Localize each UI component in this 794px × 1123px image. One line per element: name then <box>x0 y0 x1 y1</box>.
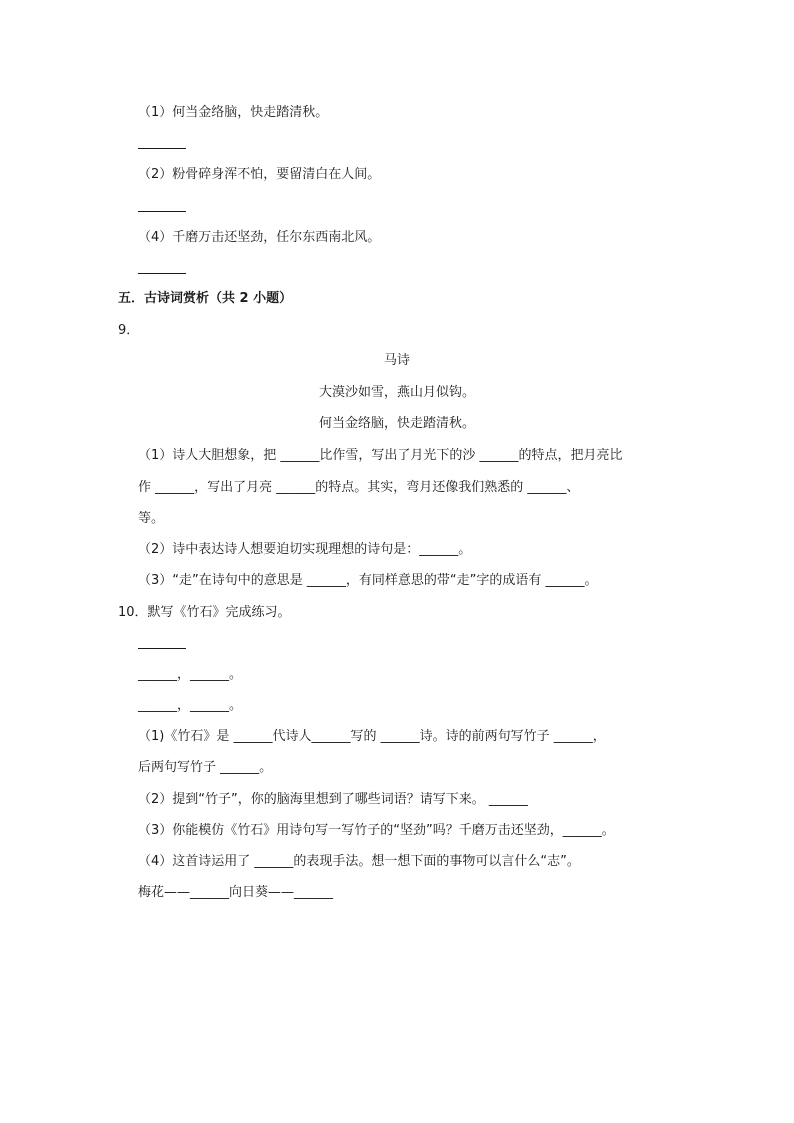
q9-poem-line-2: 何当金络脑，快走踏清秋。 <box>318 416 475 431</box>
q9-item-3: （3）“走”在诗句中的意思是 ______，有同样意思的带“走”字的成语有 ______。 <box>138 573 598 588</box>
q10-stem: 10．默写《竹石》完成练习。 <box>118 605 291 620</box>
q10-item-2: （2）提到“竹子”，你的脑海里想到了哪些词语？请写下来。 ______ <box>138 792 528 807</box>
section-5-heading: 五．古诗词赏析（共 2 小题） <box>118 291 293 306</box>
q8-item-1: （1）何当金络脑，快走踏清秋。 <box>138 105 329 120</box>
q10-item-1-line-b: 后两句写竹子 ______。 <box>138 760 273 775</box>
q9-poem-line-1: 大漠沙如雪，燕山月似钩。 <box>318 385 475 400</box>
q9-item-1-line-b: 作 ______，写出了月亮 ______的特点。其实，弯月还像我们熟悉的 ______、 <box>138 480 580 495</box>
q10-item-1-line-a: （1)《竹石》是 ______代诗人______写的 ______诗。诗的前两句写竹子 ______， <box>138 729 606 744</box>
q10-item-5: 梅花——______向日葵——______ <box>138 885 334 900</box>
q9-number: 9． <box>118 323 140 338</box>
q10-blank-row-1 <box>138 648 186 649</box>
q8-answer-line-4 <box>138 273 186 274</box>
q9-item-1-line-c: 等。 <box>138 511 165 526</box>
q8-item-4: （4）千磨万击还坚劲，任尔东西南北风。 <box>138 230 381 245</box>
q10-item-3: （3）你能模仿《竹石》用诗句写一写竹子的“坚劲”吗？千磨万击还坚劲，______。 <box>138 823 615 838</box>
q8-item-2: （2）粉骨碎身浑不怕，要留清白在人间。 <box>138 167 381 182</box>
q9-item-2: （2）诗中表达诗人想要迫切实现理想的诗句是：______。 <box>138 542 472 557</box>
q9-poem-title: 马诗 <box>383 353 410 368</box>
q9-item-1-line-a: （1）诗人大胆想象，把 ______比作雪，写出了月光下的沙 ______的特点，把月亮比 <box>138 448 623 463</box>
q10-blank-row-2: ______，______。 <box>138 667 243 682</box>
q10-item-4: （4）这首诗运用了 ______的表现手法。想一想下面的事物可以言什么“志”。 <box>138 854 580 869</box>
q8-answer-line-1 <box>138 148 186 149</box>
q10-blank-row-3: ______，______。 <box>138 698 243 713</box>
q8-answer-line-2 <box>138 211 186 212</box>
